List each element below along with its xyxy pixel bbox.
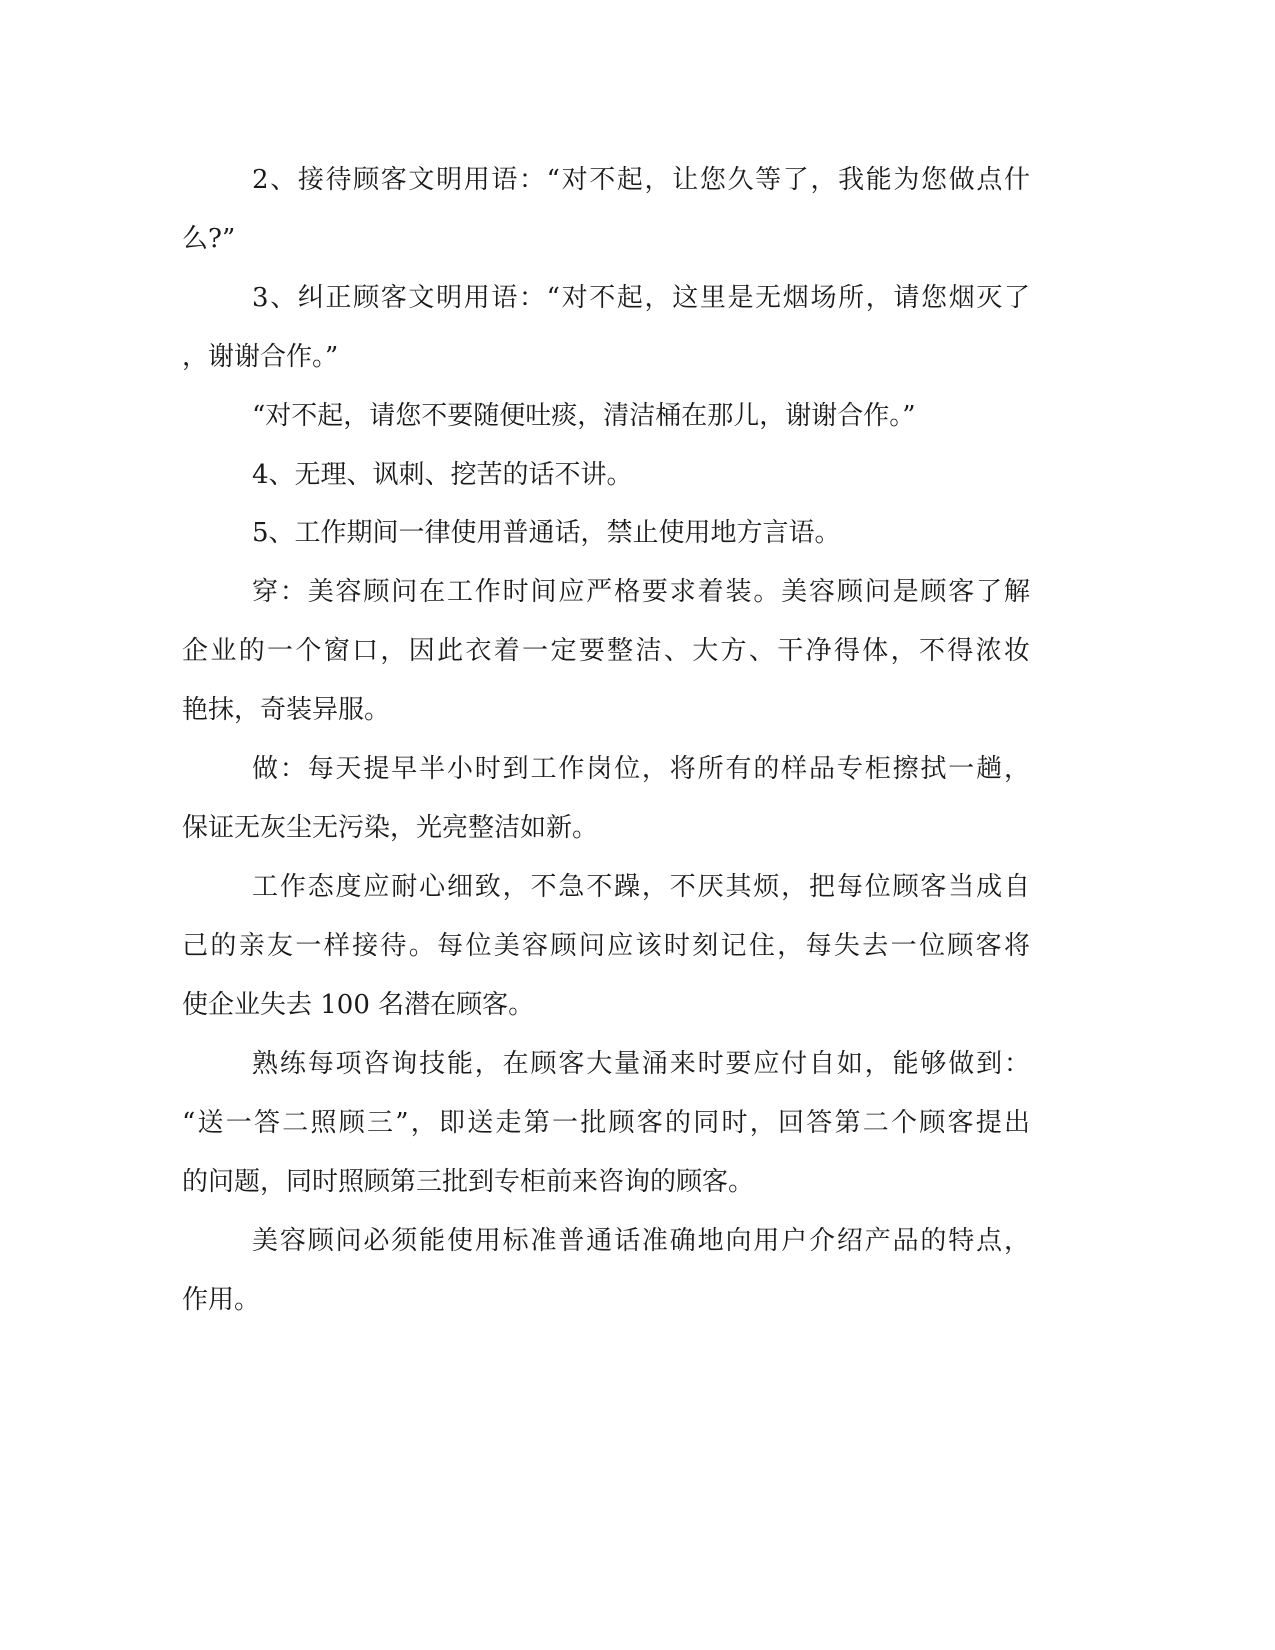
text-line: ，谢谢合作。”	[182, 342, 339, 372]
text-line: 2、接待顾客文明用语：“对不起，让您久等了，我能为您做点什	[252, 165, 1030, 195]
text-line: 工作态度应耐心细致，不急不躁，不厌其烦，把每位顾客当成自	[252, 872, 1030, 902]
text-line: “送一答二照顾三”，即送走第一批顾客的同时，回答第二个顾客提出	[182, 1108, 1030, 1138]
text-line: 做：每天提早半小时到工作岗位，将所有的样品专柜擦拭一趟，	[252, 754, 1030, 784]
text-line: 艳抹，奇装异服。	[182, 695, 391, 725]
text-line: 美容顾问必须能使用标准普通话准确地向用户介绍产品的特点，	[252, 1226, 1030, 1256]
text-line: 己的亲友一样接待。每位美容顾问应该时刻记住，每失去一位顾客将	[182, 931, 1030, 961]
text-line: “对不起，请您不要随便吐痰，清洁桶在那儿，谢谢合作。”	[252, 401, 916, 431]
text-line: 穿：美容顾问在工作时间应严格要求着装。美容顾问是顾客了解	[252, 577, 1030, 607]
text-line: 3、纠正顾客文明用语：“对不起，这里是无烟场所，请您烟灭了	[252, 283, 1030, 313]
text-line: 的问题，同时照顾第三批到专柜前来咨询的顾客。	[182, 1167, 755, 1197]
text-line: 保证无灰尘无污染，光亮整洁如新。	[182, 813, 599, 843]
text-line: 作用。	[182, 1285, 261, 1315]
text-line: 5、工作期间一律使用普通话，禁止使用地方言语。	[252, 518, 841, 548]
text-line: 熟练每项咨询技能，在顾客大量涌来时要应付自如，能够做到：	[252, 1049, 1030, 1079]
text-line: 么?”	[182, 224, 236, 254]
text-line: 4、无理、讽刺、挖苦的话不讲。	[252, 460, 633, 490]
text-line: 企业的一个窗口，因此衣着一定要整洁、大方、干净得体，不得浓妆	[182, 636, 1030, 666]
text-line: 使企业失去 100 名潜在顾客。	[182, 990, 535, 1020]
